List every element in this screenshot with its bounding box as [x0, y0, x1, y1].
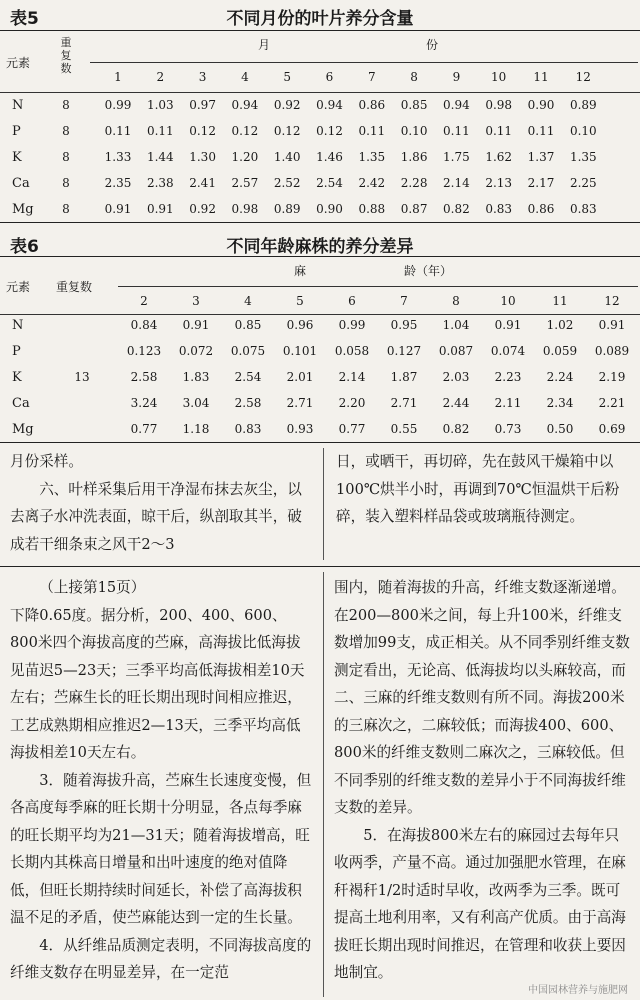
month-9: 9 [452, 70, 461, 84]
right-column-bottom [334, 574, 632, 987]
month-7: 7 [367, 70, 376, 84]
table5-label: 表5 [10, 9, 39, 29]
age-2: 2 [140, 294, 148, 308]
table5-cell: 0.94 [443, 98, 470, 112]
table5-cell: 0.10 [569, 124, 597, 138]
header-repeat: 重复数 [60, 36, 72, 75]
month-5: 5 [283, 70, 291, 84]
age-4: 4 [244, 294, 252, 308]
table5-cell: 0.11 [146, 124, 174, 138]
table5-cell: 2.17 [527, 176, 555, 190]
table6-cell: 2.03 [442, 370, 470, 384]
row-repeat: 8 [62, 150, 70, 164]
table6-cell: 0.91 [182, 318, 210, 332]
table5-cell: 0.85 [400, 98, 428, 112]
table5-cell: 0.91 [146, 202, 174, 216]
table6-cell: 0.91 [494, 318, 522, 332]
table5-cell: 2.28 [400, 176, 428, 190]
table5-cell: 1.03 [146, 98, 174, 112]
table5-cell: 2.42 [358, 176, 386, 190]
table6-cell: 0.96 [286, 318, 314, 332]
table6-title: 不同年龄麻株的养分差异 [226, 237, 414, 257]
table6-cell: 3.24 [130, 396, 158, 410]
table5-cell: 1.33 [104, 150, 132, 164]
age-11: 11 [552, 294, 568, 308]
row-element-Mg: Mg [12, 422, 34, 437]
month-6: 6 [325, 70, 334, 84]
table5-cell: 1.46 [316, 150, 343, 164]
section-divider [0, 566, 640, 567]
month-10: 10 [491, 70, 507, 84]
month-3: 3 [198, 70, 207, 84]
table5-cell: 0.11 [443, 124, 470, 138]
table5-cell: 0.98 [231, 202, 259, 216]
table6-cell: 0.93 [286, 422, 314, 436]
table6-cell: 0.69 [598, 422, 626, 436]
month-underline [90, 62, 638, 63]
table5-cell: 0.10 [400, 124, 428, 138]
row-repeat: 8 [62, 176, 70, 190]
header-bottom-rule [0, 92, 640, 93]
table5-cell: 0.82 [443, 202, 470, 216]
header-repeat: 重复数 [56, 280, 93, 294]
table6-cell: 2.23 [494, 370, 522, 384]
right-column-top [336, 448, 632, 531]
table5-cell: 2.25 [569, 176, 597, 190]
table6-cell: 0.99 [338, 318, 366, 332]
table5-cell: 0.94 [231, 98, 259, 112]
table6-cell: 0.50 [546, 422, 574, 436]
table5-bottom-rule [0, 222, 640, 223]
age-5: 5 [296, 294, 304, 308]
table5-cell: 1.35 [569, 150, 597, 164]
row-element-Ca: Ca [12, 176, 30, 191]
table5-cell: 0.11 [485, 124, 513, 138]
table5-cell: 2.54 [316, 176, 343, 190]
table5-cell: 2.57 [231, 176, 259, 190]
table6-cell: 2.34 [546, 396, 574, 410]
table5-cell: 1.30 [189, 150, 216, 164]
table5-cell: 1.35 [358, 150, 386, 164]
table5-cell: 2.38 [146, 176, 174, 190]
table5-cell: 0.12 [316, 124, 343, 138]
month-12: 12 [575, 70, 591, 84]
table5-top-rule [0, 30, 640, 31]
table5-cell: 1.37 [527, 150, 555, 164]
header-age2: 龄（年） [404, 264, 453, 278]
table5-cell: 0.90 [316, 202, 343, 216]
month-8: 8 [410, 70, 418, 84]
table6-cell: 2.20 [338, 396, 366, 410]
table5-cell: 0.97 [189, 98, 216, 112]
age-6: 6 [348, 294, 356, 308]
table5-cell: 2.41 [189, 176, 216, 190]
table5-title: 不同月份的叶片养分含量 [226, 9, 414, 29]
table6-cell: 0.83 [234, 422, 262, 436]
paragraph: 月份采样。 [10, 453, 83, 470]
age-8: 8 [452, 294, 460, 308]
table6-cell: 0.77 [130, 422, 158, 436]
header-month: 月 [258, 38, 271, 52]
table6-bottom-rule [0, 442, 640, 443]
table6-cell: 0.91 [598, 318, 626, 332]
table5-cell: 2.35 [104, 176, 132, 190]
table5-cell: 0.86 [527, 202, 555, 216]
repeat-value: 13 [74, 370, 90, 384]
table6-cell: 2.58 [234, 396, 262, 410]
table5-cell: 0.12 [189, 124, 216, 138]
table6-cell: 0.058 [334, 344, 370, 358]
table5-cell: 0.88 [358, 202, 386, 216]
month-4: 4 [241, 70, 249, 84]
month-1: 1 [114, 70, 122, 84]
table6-cell: 2.11 [494, 396, 522, 410]
paragraph: 日，或晒干，再切碎，先在鼓风干燥箱中以100℃烘半小时，再调到70℃恒温烘干后粉碎，装入塑料样品袋或玻璃瓶待测定。 [336, 453, 620, 525]
age-3: 3 [192, 294, 200, 308]
row-element-N: N [12, 318, 24, 333]
age-underline [118, 286, 638, 287]
paragraph: 六、叶样采集后用干净湿布抹去灰尘，以去离子水冲洗表面，晾干后，纵剖取其半，破成若干细条束之风干2～3 [10, 480, 302, 553]
table5-cell: 0.11 [104, 124, 132, 138]
table6-cell: 0.087 [438, 344, 474, 358]
table6-cell: 2.24 [546, 370, 574, 384]
age-12: 12 [604, 294, 620, 308]
table5-cell: 1.44 [146, 150, 174, 164]
paragraph: （上接第15页） [39, 579, 146, 596]
table5-cell: 0.98 [485, 98, 513, 112]
table5-cell: 0.91 [104, 202, 132, 216]
table6-cell: 0.85 [234, 318, 262, 332]
row-element-P: P [12, 124, 21, 139]
row-element-Mg: Mg [12, 202, 34, 217]
table5-cell: 2.13 [485, 176, 513, 190]
table6-cell: 1.18 [182, 422, 210, 436]
table6-top-rule [0, 256, 640, 257]
left-column-bottom [10, 574, 314, 987]
table5-cell: 1.75 [443, 150, 470, 164]
table6-cell: 2.54 [234, 370, 262, 384]
table6-cell: 2.01 [286, 370, 314, 384]
table5-cell: 0.87 [400, 202, 428, 216]
paragraph: 5．在海拔800米左右的麻园过去每年只收两季，产量不高。通过加强肥水管理，在麻秆褐秆1/2时适时早收，改两季为三季。既可提高土地利用率，又有利高产优质。由于高海拔旺长期出现时间推迟，在管理和收获上要因地制宜。 [334, 826, 626, 981]
table6-cell: 1.04 [442, 318, 470, 332]
row-element-K: K [12, 370, 22, 385]
left-column-top [10, 448, 310, 558]
table6-cell: 1.02 [546, 318, 574, 332]
header-element: 元素 [6, 56, 31, 70]
table5-cell: 0.86 [358, 98, 386, 112]
table6-cell: 2.21 [598, 396, 626, 410]
column-divider-top [323, 448, 324, 560]
table5-cell: 2.14 [443, 176, 470, 190]
row-element-P: P [12, 344, 21, 359]
paragraph: 4．从纤维品质测定表明，不同海拔高度的纤维支数存在明显差异，在一定范 [10, 936, 312, 981]
table6-cell: 0.127 [386, 344, 422, 358]
paragraph: 下降0.65度。据分析，200、400、600、800米四个海拔高度的苎麻，高海拔比低海拔见苗迟5—23天；三季平均高低海拔相差10天左右；苎麻生长的旺长期出现时间相应推迟，工艺成熟期相应推迟2—13天，三季平均高低海拔相差10天左右。 [10, 606, 305, 761]
table5-cell: 1.20 [231, 150, 259, 164]
table6-cell: 2.71 [390, 396, 418, 410]
table6-cell: 0.55 [390, 422, 418, 436]
column-divider-bottom [323, 572, 324, 997]
row-element-Ca: Ca [12, 396, 30, 411]
table5-cell: 0.12 [231, 124, 259, 138]
table6-cell: 0.074 [490, 344, 526, 358]
table5-cell: 0.99 [104, 98, 132, 112]
watermark: 中国园林营养与施肥网 [528, 985, 628, 996]
table6-cell: 0.84 [130, 318, 158, 332]
table6-cell: 0.95 [390, 318, 418, 332]
row-element-N: N [12, 98, 24, 113]
header-bottom-rule [0, 314, 640, 315]
table6-cell: 0.77 [338, 422, 366, 436]
table5-cell: 0.83 [569, 202, 597, 216]
paragraph: 围内，随着海拔的升高，纤维支数逐渐递增。在200—800米之间，每上升100米，纤维支数增加99支，成正相关。从不同季别纤维支数测定看出，无论高、低海拔均以头麻较高，而二、三麻的纤维支数则有所不同。海拔200米的三麻次之，二麻较低；而海拔400、600、800米的纤维支数则二麻次之，三麻较低。但不同季别的纤维支数的差异小于不同海拔纤维支数的差异。 [334, 579, 630, 816]
table6-cell: 1.83 [182, 370, 210, 384]
table6-cell: 0.101 [282, 344, 318, 358]
table6-cell: 2.71 [286, 396, 314, 410]
table6-cell: 0.73 [494, 422, 522, 436]
table6-cell: 2.44 [442, 396, 470, 410]
table6-label: 表6 [10, 237, 39, 257]
row-repeat: 8 [62, 98, 70, 112]
table6-cell: 0.075 [230, 344, 266, 358]
month-11: 11 [533, 70, 549, 84]
table5-cell: 0.11 [358, 124, 386, 138]
table5-cell: 0.11 [527, 124, 555, 138]
age-7: 7 [400, 294, 408, 308]
table6-cell: 2.58 [130, 370, 158, 384]
table5-cell: 0.90 [527, 98, 555, 112]
header-element: 元素 [6, 280, 31, 294]
table6-cell: 0.059 [542, 344, 578, 358]
table5-cell: 0.94 [316, 98, 343, 112]
table5-cell: 0.89 [273, 202, 301, 216]
row-element-K: K [12, 150, 22, 165]
table5-cell: 1.40 [273, 150, 301, 164]
month-2: 2 [156, 70, 165, 84]
table6-cell: 0.82 [442, 422, 470, 436]
table6-cell: 2.14 [338, 370, 366, 384]
row-repeat: 8 [62, 202, 70, 216]
table5-cell: 0.92 [273, 98, 301, 112]
table5-cell: 0.89 [569, 98, 597, 112]
table6-cell: 0.089 [594, 344, 630, 358]
paragraph: 3．随着海拔升高，苎麻生长速度变慢，但各高度每季麻的旺长期十分明显，各点每季麻的旺长期平均为21—31天；随着海拔增高，旺长期内其株高日增量和出叶速度的绝对值降低，但旺长期持续时间延长，补偿了高海拔积温不足的矛盾，使苎麻能达到一定的生长量。 [10, 771, 312, 926]
table6-cell: 0.072 [178, 344, 214, 358]
header-age: 麻 [294, 264, 307, 278]
table6-cell: 3.04 [182, 396, 210, 410]
table5-cell: 1.86 [400, 150, 428, 164]
table6-cell: 2.19 [598, 370, 626, 384]
table6-cell: 0.123 [126, 344, 162, 358]
table5-cell: 2.52 [273, 176, 301, 190]
table5-cell: 0.92 [189, 202, 216, 216]
header-month2: 份 [426, 38, 439, 52]
table5-cell: 0.83 [485, 202, 513, 216]
table6-cell: 1.87 [390, 370, 418, 384]
age-10: 10 [500, 294, 516, 308]
table5-cell: 1.62 [485, 150, 513, 164]
table5-cell: 0.12 [273, 124, 301, 138]
row-repeat: 8 [62, 124, 70, 138]
